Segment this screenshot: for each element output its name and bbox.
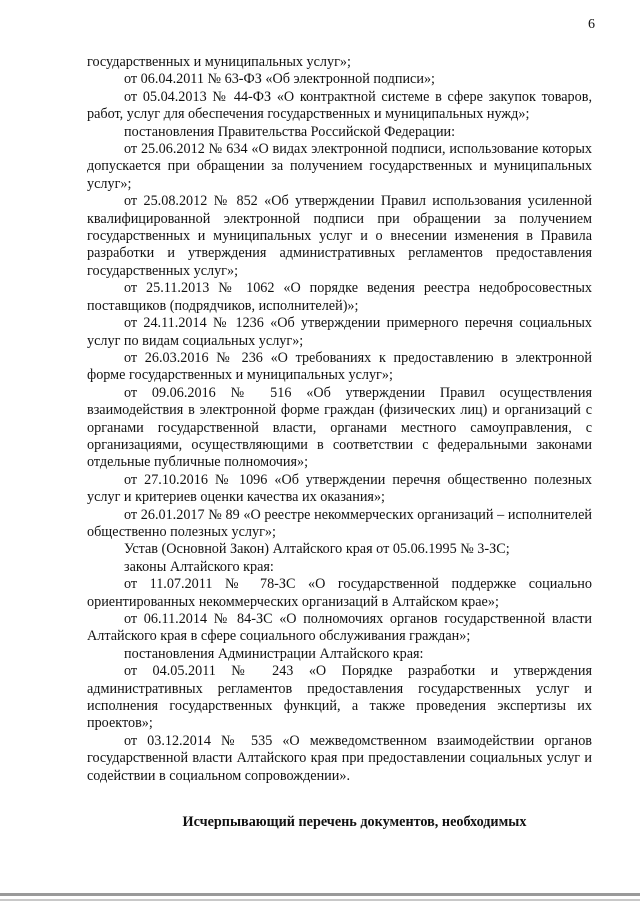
- paragraph: Устав (Основной Закон) Алтайского края от 05.06.1995 № 3-ЗС;: [124, 541, 510, 558]
- paragraph: законы Алтайского края:: [124, 558, 274, 575]
- paragraph: постановления Администрации Алтайского края:: [124, 645, 424, 662]
- page-number: 6: [588, 17, 595, 32]
- paragraph: от 25.11.2013 № 1062 «О порядке ведения реестра недобросовестных поставщиков (подрядчиков, исполнителей)»;: [87, 280, 592, 314]
- scan-edge-line: [0, 899, 640, 901]
- paragraph: от 25.06.2012 № 634 «О видах электронной подписи, использование которых допускается при обращении за получением государственных и муниципальных услуг»;: [87, 141, 592, 192]
- document-body: [87, 54, 592, 785]
- paragraph: от 05.04.2013 № 44-ФЗ «О контрактной системе в сфере закупок товаров, работ, услуг для обеспечения государственных и муниципальных нужд»;: [87, 88, 592, 123]
- paragraph: от 06.11.2014 № 84-ЗС «О полномочиях органов государственной власти Алтайского края в сфере социального обслуживания граждан»;: [87, 611, 592, 645]
- paragraph: от 26.01.2017 № 89 «О реестре некоммерческих организаций – исполнителей общественно полезных услуг»;: [87, 506, 592, 540]
- paragraph: от 25.08.2012 № 852 «Об утверждении Правил использования усиленной квалифицированной электронной подписи при обращении за получением государственных и муниципальных услуг и о внесении изменения в Правила разработки и утверждения административных регламентов предоставления государственных услуг»;: [87, 193, 592, 279]
- paragraph: от 26.03.2016 № 236 «О требованиях к предоставлению в электронной форме государственных и муниципальных услуг»;: [87, 349, 592, 384]
- section-heading: Исчерпывающий перечень документов, необходимых: [182, 814, 527, 830]
- paragraph: от 03.12.2014 № 535 «О межведомственном взаимодействии органов государственной власти Алтайского края при предоставлении социальных услуг и содействии в социальном сопровождении».: [87, 732, 592, 784]
- paragraph: государственных и муниципальных услуг»;: [87, 54, 351, 70]
- paragraph: от 11.07.2011 № 78-ЗС «О государственной поддержке социально ориентированных некоммерческих организаций в Алтайском крае»;: [87, 576, 592, 610]
- paragraph: от 09.06.2016 № 516 «Об утверждении Правил осуществления взаимодействия в электронной форме граждан (физических лиц) и организаций с органами государственной власти, органами местного самоуправления, с организациями, осуществляющими в соответствии с федеральными законами отдельные публичные полномочия»;: [87, 384, 592, 471]
- paragraph: от 24.11.2014 № 1236 «Об утверждении примерного перечня социальных услуг по видам социальных услуг»;: [87, 315, 592, 349]
- paragraph: от 06.04.2011 № 63-ФЗ «Об электронной подписи»;: [124, 71, 435, 88]
- paragraph: от 04.05.2011 № 243 «О Порядке разработки и утверждения административных регламентов предоставления государственных услуг и исполнения государственных функций, а также проведения экспертизы их проектов»;: [87, 663, 592, 732]
- paragraph: постановления Правительства Российской Федерации:: [124, 123, 456, 140]
- paragraph: от 27.10.2016 № 1096 «Об утверждении перечня общественно полезных услуг и критериев оценки качества их оказания»;: [87, 471, 592, 506]
- scan-edge-line: [0, 893, 640, 896]
